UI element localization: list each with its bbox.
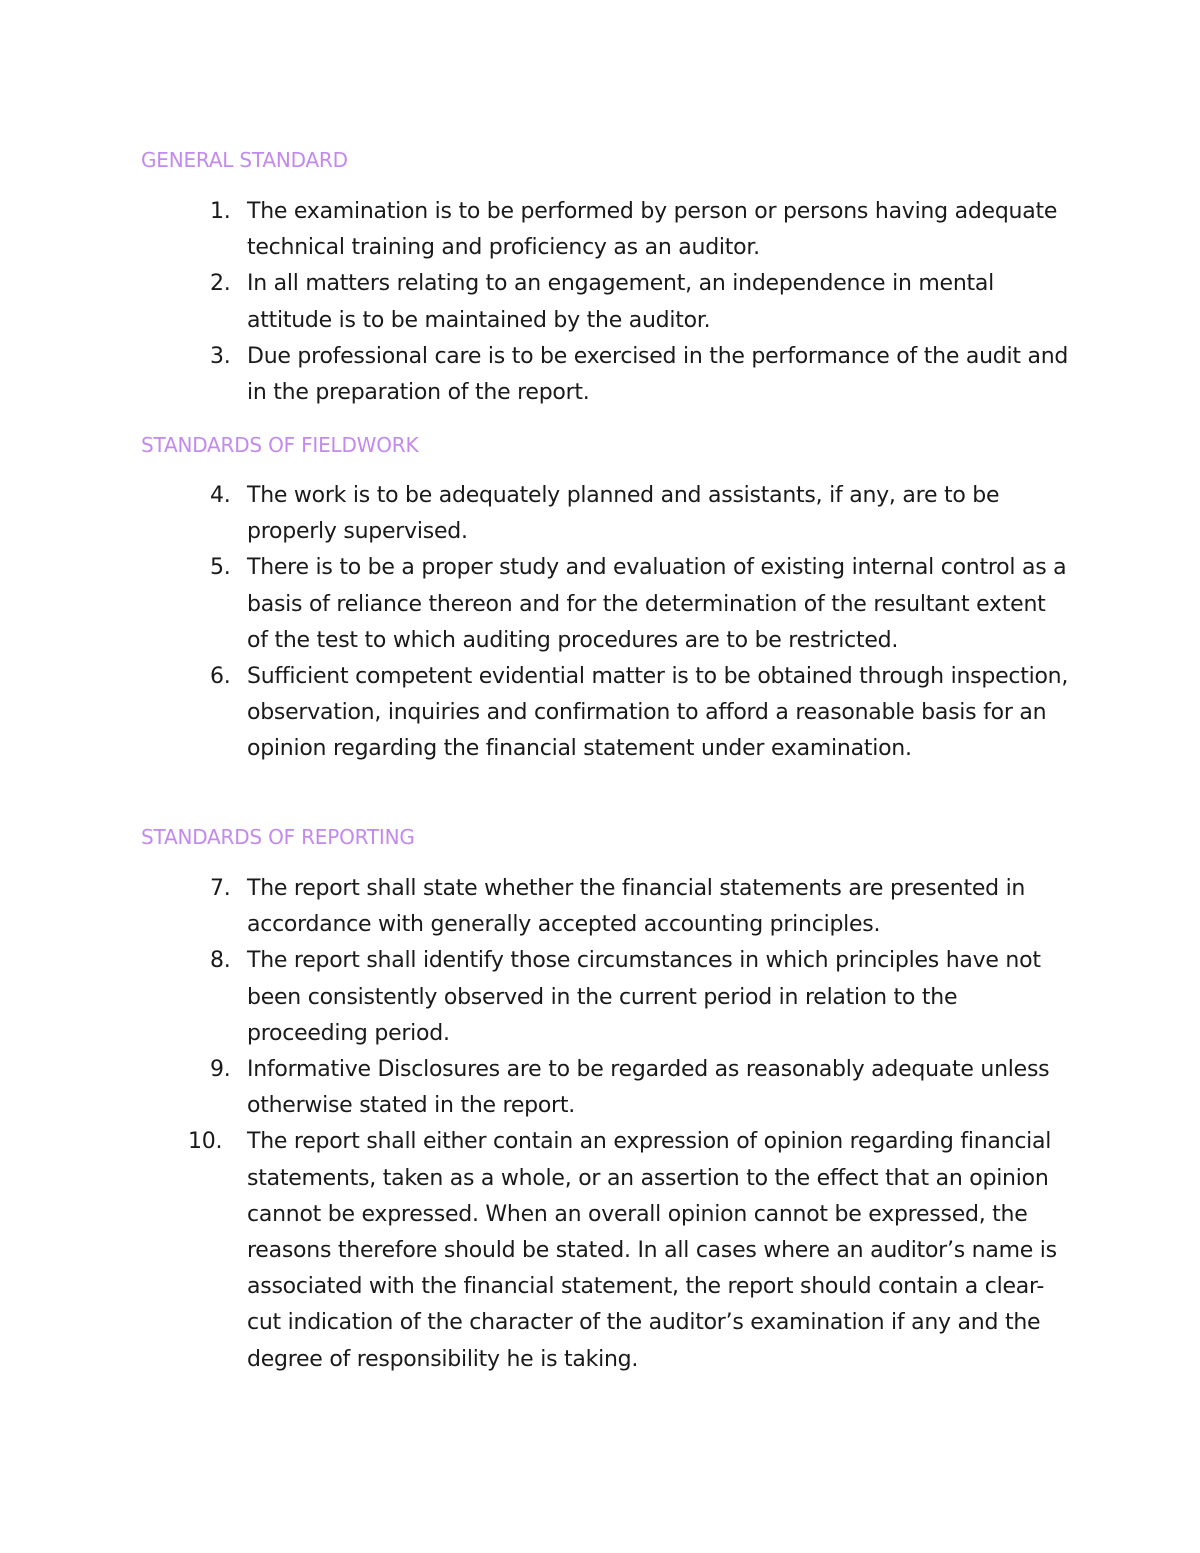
list-item bbox=[0, 1124, 1200, 1377]
list-item bbox=[0, 1052, 1200, 1124]
list-item bbox=[0, 194, 1200, 266]
list-item-text: The report shall either contain an expression of opinion regarding financial statements, taken as a whole, or an assertion to the effect that an opinion cannot be expressed. When an overall opinion cannot be expressed, the reasons therefore should be stated. In all cases where an auditor’s name is associated with the financial statement, the report should contain a clear-cut indication of the character of the auditor’s examination if any and the degree of responsibility he is taking. bbox=[247, 1129, 1057, 1372]
reporting-standards-list bbox=[0, 871, 1200, 1378]
list-item-text: Informative Disclosures are to be regarded as reasonably adequate unless otherwise stated in the report. bbox=[247, 1057, 1050, 1119]
list-item-number: 8. bbox=[210, 948, 231, 974]
list-item-text: The report shall identify those circumstances in which principles have not been consistently observed in the current period in relation to the proceeding period. bbox=[247, 948, 1041, 1046]
list-item-number: 9. bbox=[210, 1057, 231, 1083]
list-item-text: The work is to be adequately planned and assistants, if any, are to be properly supervised. bbox=[247, 483, 1000, 545]
list-item bbox=[0, 550, 1200, 659]
list-item-text: There is to be a proper study and evaluation of existing internal control as a basis of reliance thereon and for the determination of the resultant extent of the test to which auditing procedures are to be restricted. bbox=[247, 555, 1067, 653]
list-item-number: 4. bbox=[210, 483, 231, 508]
list-item-number: 2. bbox=[210, 271, 231, 297]
list-item-text: The examination is to be performed by person or persons having adequate technical training and proficiency as an auditor. bbox=[247, 199, 1058, 261]
list-item bbox=[0, 478, 1200, 550]
list-item bbox=[0, 339, 1200, 411]
list-item bbox=[0, 943, 1200, 1052]
list-item-number: 7. bbox=[210, 876, 231, 901]
fieldwork-standards-list bbox=[0, 478, 1200, 768]
list-item-number: 6. bbox=[210, 664, 231, 690]
list-item-text: Sufficient competent evidential matter is to be obtained through inspection, observation, inquiries and confirmation to afford a reasonable basis for an opinion regarding the financial statement under examination. bbox=[247, 664, 1069, 762]
list-item-number: 1. bbox=[210, 199, 231, 224]
list-item-text: Due professional care is to be exercised in the performance of the audit and in the preparation of the report. bbox=[247, 343, 1069, 406]
section-heading-standards-of-reporting: STANDARDS OF REPORTING bbox=[141, 825, 415, 849]
list-item bbox=[0, 266, 1200, 338]
list-item bbox=[0, 659, 1200, 768]
list-item-text: The report shall state whether the financial statements are presented in accordance with generally accepted accounting principles. bbox=[247, 876, 1026, 938]
list-item-number: 10. bbox=[188, 1129, 223, 1155]
list-item-number: 3. bbox=[210, 343, 231, 369]
section-heading-standards-of-fieldwork: STANDARDS OF FIELDWORK bbox=[141, 433, 419, 457]
list-item bbox=[0, 871, 1200, 943]
general-standard-list bbox=[0, 194, 1200, 411]
list-item-number: 5. bbox=[210, 555, 231, 581]
list-item-text: In all matters relating to an engagement, an independence in mental attitude is to be maintained by the auditor. bbox=[247, 271, 995, 333]
section-heading-general-standard: GENERAL STANDARD bbox=[141, 148, 348, 172]
